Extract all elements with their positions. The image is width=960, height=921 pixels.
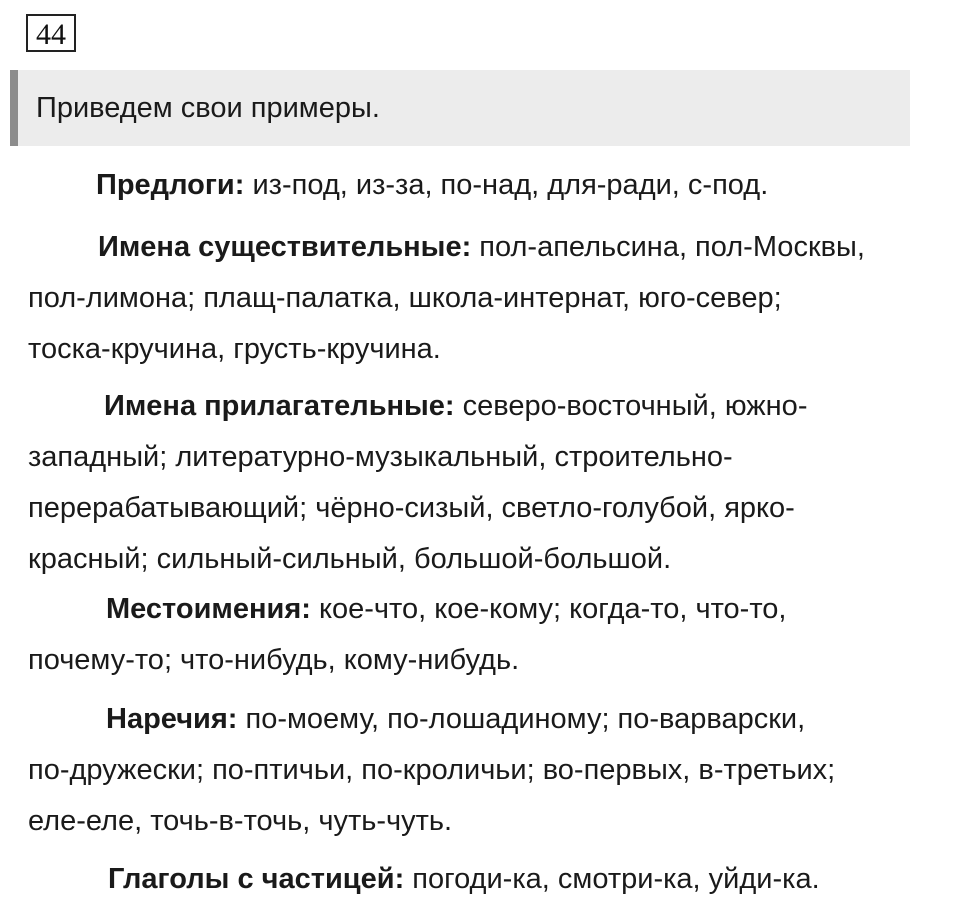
paragraph-adjectives [28, 381, 938, 585]
paragraph-pronouns [28, 584, 938, 686]
examples-line: перерабатывающий; чёрно-сизый, светло-голубой, ярко- [28, 492, 795, 524]
examples-line: кое-что, кое-кому; когда-то, что-то, [318, 593, 787, 625]
paragraph-nouns [28, 222, 938, 375]
examples-line: по-дружески; по-птичьи, по-кроличьи; во-первых, в-третьих; [28, 754, 836, 786]
examples-line: пол-апельсина, пол-Москвы, [479, 231, 865, 263]
paragraph-prepositions [28, 160, 938, 211]
examples-line: пол-лимона; плащ-палатка, школа-интернат, юго-север; [28, 282, 782, 314]
task-number-badge: 44 [26, 14, 76, 52]
term-pronouns: Местоимения: [106, 593, 311, 625]
examples-line: погоди-ка, смотри-ка, уйди-ка. [412, 863, 820, 895]
examples-line: тоска-кручина, грусть-кручина. [28, 333, 441, 365]
term-adverbs: Наречия: [106, 703, 238, 735]
paragraph-adverbs [28, 694, 938, 847]
examples-line: из-под, из-за, по-над, для-ради, с-под. [252, 169, 769, 201]
examples-line: по-моему, по-лошадиному; по-варварски, [245, 703, 806, 735]
paragraph-verbs [28, 854, 938, 905]
intro-text: Приведем свои примеры. [36, 92, 380, 124]
term-adjectives: Имена прилагательные: [104, 390, 455, 422]
examples-line: красный; сильный-сильный, большой-большой. [28, 543, 672, 575]
examples-line: почему-то; что-нибудь, кому-нибудь. [28, 644, 520, 676]
intro-callout [10, 70, 910, 146]
examples-line: западный; литературно-музыкальный, строительно- [28, 441, 733, 473]
examples-line: еле-еле, точь-в-точь, чуть-чуть. [28, 805, 453, 837]
examples-line: северо-восточный, южно- [462, 390, 808, 422]
term-prepositions: Предлоги: [96, 169, 245, 201]
term-nouns: Имена существительные: [98, 231, 472, 263]
term-verbs: Глаголы с частицей: [108, 863, 405, 895]
